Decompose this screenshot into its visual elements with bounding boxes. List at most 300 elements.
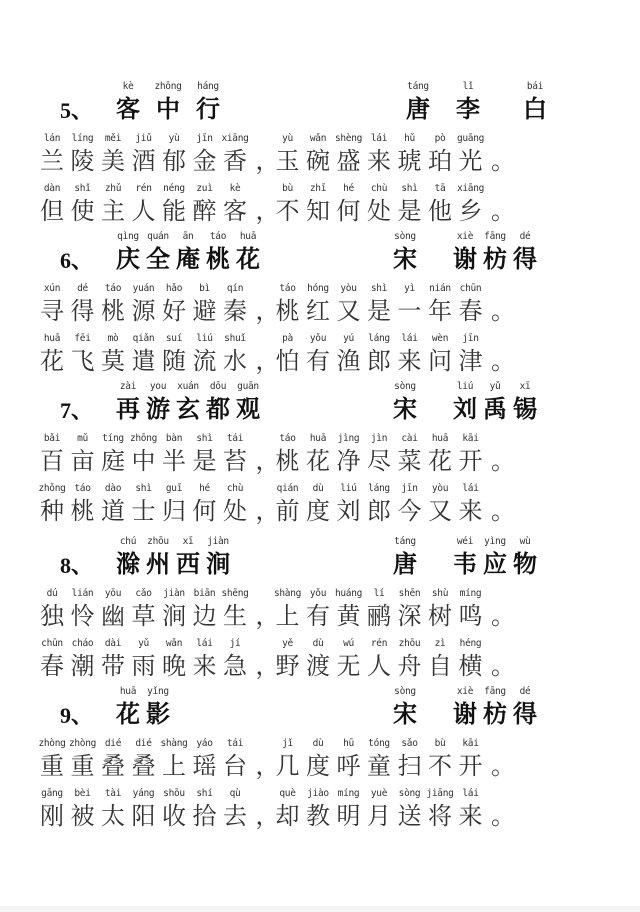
pinyin: zhòng	[68, 738, 97, 749]
hanzi: 深	[397, 602, 422, 630]
punctuation: 。	[491, 497, 515, 525]
hanzi: 尽	[367, 447, 391, 475]
hanzi: 送	[397, 802, 422, 830]
pinyin: jiāng	[426, 788, 454, 799]
pinyin: sòng	[394, 381, 416, 392]
verse-char	[215, 332, 255, 376]
pinyin: bì	[199, 283, 210, 294]
pinyin: bèi	[74, 788, 91, 799]
pinyin: shù	[431, 588, 449, 599]
hanzi: 流	[192, 347, 217, 375]
pinyin: shuǐ	[224, 333, 246, 344]
hanzi: 今	[397, 497, 422, 525]
poem-number: 9、	[60, 703, 94, 728]
pinyin: huā	[309, 433, 327, 444]
pinyin: jiào	[307, 788, 329, 799]
poem-title-row	[0, 685, 640, 735]
hanzi: 处	[223, 497, 247, 525]
pinyin: biān	[193, 588, 216, 599]
pinyin: dé	[519, 686, 531, 697]
punctuation: 。	[491, 652, 515, 680]
pinyin: qù	[229, 788, 241, 799]
punctuation: ，	[255, 197, 280, 225]
hanzi: 枋	[483, 700, 507, 728]
hanzi: 黄	[336, 602, 361, 630]
pinyin: nián	[429, 283, 451, 294]
hanzi: 醉	[192, 197, 217, 225]
hanzi: 童	[367, 752, 391, 780]
hanzi: 教	[306, 802, 330, 830]
verse-line	[0, 282, 640, 332]
verse-line	[0, 132, 640, 182]
author-char	[505, 535, 545, 579]
pinyin: lián	[71, 588, 94, 599]
pinyin: jiǔ	[135, 133, 152, 144]
pinyin: lái	[401, 333, 418, 344]
pinyin: cǎo	[135, 588, 152, 599]
hanzi: 野	[275, 652, 300, 680]
hanzi: 菜	[397, 447, 422, 475]
pinyin: yú	[343, 333, 354, 344]
hanzi: 人	[131, 197, 156, 225]
pinyin: shǐ	[74, 183, 91, 194]
hanzi: 道	[101, 497, 125, 525]
hanzi: 得	[513, 700, 537, 728]
hanzi: 郁	[162, 147, 186, 175]
pinyin: zhòng	[38, 738, 66, 749]
pinyin: yù	[282, 133, 293, 144]
hanzi: 半	[162, 447, 186, 475]
hanzi: 来	[367, 147, 391, 175]
hanzi: 兰	[40, 147, 64, 175]
pinyin: lǐ	[462, 81, 474, 92]
pinyin: zhōu	[398, 638, 421, 649]
pinyin: bàn	[165, 433, 183, 444]
hanzi: 桃	[206, 245, 230, 273]
verse-char	[451, 482, 491, 526]
pinyin: sòng	[394, 231, 416, 242]
hanzi: 春	[40, 652, 64, 680]
hanzi: 怜	[70, 602, 95, 630]
hanzi: 中	[156, 95, 180, 123]
verse-line	[0, 737, 640, 787]
verse-line	[0, 182, 640, 232]
hanzi: 飞	[70, 347, 95, 375]
hanzi: 上	[162, 752, 186, 780]
pinyin: chú	[119, 536, 137, 547]
hanzi: 急	[223, 652, 247, 680]
hanzi: 刘	[336, 497, 361, 525]
hanzi: 幽	[101, 602, 125, 630]
hanzi: 寻	[40, 297, 64, 325]
pinyin: lái	[462, 483, 479, 494]
hanzi: 几	[275, 752, 300, 780]
pinyin: rén	[135, 183, 152, 194]
pinyin: lái	[196, 638, 213, 649]
hanzi: 他	[428, 197, 452, 225]
pinyin: dàn	[43, 183, 61, 194]
verse-line	[0, 787, 640, 837]
hanzi: 亩	[70, 447, 95, 475]
hanzi: 带	[101, 652, 125, 680]
hanzi: 庭	[101, 447, 125, 475]
hanzi: 又	[336, 297, 361, 325]
pinyin: dù	[312, 483, 324, 494]
hanzi: 碗	[306, 147, 330, 175]
hanzi: 是	[397, 197, 422, 225]
pinyin: tái	[226, 738, 244, 749]
pinyin: jǐ	[282, 738, 293, 749]
pinyin: zhǔ	[104, 183, 122, 194]
pinyin: dié	[135, 738, 152, 749]
pinyin: néng	[163, 183, 185, 194]
hanzi: 叠	[131, 752, 156, 780]
pinyin: wǎn	[165, 638, 183, 649]
pinyin: jīn	[196, 133, 213, 144]
hanzi: 百	[40, 447, 64, 475]
hanzi: 观	[236, 395, 260, 423]
pinyin: yuè	[370, 788, 388, 799]
verse-line	[0, 482, 640, 532]
verse-char	[215, 432, 255, 476]
pinyin: dú	[46, 588, 58, 599]
pinyin: xiè	[456, 231, 474, 242]
hanzi: 树	[428, 602, 452, 630]
pinyin: qiǎn	[132, 333, 155, 344]
hanzi: 但	[40, 197, 64, 225]
hanzi: 乡	[458, 197, 483, 225]
verse-char	[451, 432, 491, 476]
hanzi: 美	[101, 147, 125, 175]
pinyin: zhōu	[147, 536, 169, 547]
hanzi: 有	[306, 602, 330, 630]
hanzi: 却	[275, 802, 300, 830]
title-char	[138, 685, 178, 729]
pinyin: qìng	[117, 231, 139, 242]
pinyin: liú	[196, 333, 213, 344]
pinyin: bù	[434, 738, 446, 749]
dynasty	[385, 685, 425, 729]
pinyin: dù	[312, 638, 324, 649]
punctuation: 。	[491, 147, 515, 175]
pinyin: xiāng	[456, 183, 485, 194]
pinyin: wú	[343, 638, 354, 649]
pinyin: táng	[407, 81, 429, 92]
pinyin: tóng	[368, 738, 390, 749]
pinyin: shàng	[160, 738, 188, 749]
hanzi: 谢	[453, 700, 477, 728]
punctuation: ，	[255, 652, 280, 680]
pinyin: bǎi	[43, 433, 61, 444]
hanzi: 开	[458, 752, 483, 780]
pinyin: wǎn	[309, 133, 327, 144]
hanzi: 盛	[336, 147, 361, 175]
author-char	[505, 380, 545, 424]
pinyin: táo	[279, 283, 296, 294]
hanzi: 珀	[428, 147, 452, 175]
verse-line	[0, 332, 640, 382]
pinyin: fēi	[74, 333, 91, 344]
pinyin: yòu	[340, 283, 357, 294]
pinyin: qín	[226, 283, 244, 294]
pinyin: yù	[168, 133, 180, 144]
hanzi: 处	[367, 197, 391, 225]
hanzi: 渡	[306, 652, 330, 680]
punctuation: ，	[255, 752, 280, 780]
pinyin: yìng	[484, 536, 506, 547]
hanzi: 郎	[367, 497, 391, 525]
punctuation: ，	[255, 297, 280, 325]
hanzi: 宋	[393, 700, 417, 728]
punctuation: ，	[255, 347, 280, 375]
hanzi: 庆	[116, 245, 140, 273]
hanzi: 将	[428, 802, 452, 830]
pinyin: wéi	[456, 536, 474, 547]
hanzi: 潮	[70, 652, 95, 680]
poem-title-row	[0, 380, 640, 430]
pinyin: shì	[196, 433, 213, 444]
pinyin: dé	[77, 283, 88, 294]
pinyin: quán	[147, 231, 169, 242]
verse-char	[215, 482, 255, 526]
hanzi: 开	[458, 447, 483, 475]
pinyin: qián	[276, 483, 299, 494]
hanzi: 韦	[453, 550, 477, 578]
hanzi: 陵	[70, 147, 95, 175]
pinyin: líng	[71, 133, 94, 144]
pinyin: huáng	[334, 588, 363, 599]
punctuation: 。	[491, 447, 515, 475]
pinyin: míng	[337, 788, 360, 799]
hanzi: 应	[483, 550, 507, 578]
hanzi: 又	[428, 497, 452, 525]
pinyin: shí	[196, 788, 213, 799]
hanzi: 随	[162, 347, 186, 375]
hanzi: 鸣	[458, 602, 483, 630]
pinyin: bái	[526, 81, 544, 92]
hanzi: 花	[116, 700, 140, 728]
pinyin: chūn	[459, 283, 482, 294]
pinyin: xiāng	[221, 133, 249, 144]
hanzi: 再	[116, 395, 140, 423]
hanzi: 枋	[483, 245, 507, 273]
hanzi: 是	[367, 297, 391, 325]
hanzi: 种	[40, 497, 64, 525]
hanzi: 知	[306, 197, 330, 225]
hanzi: 李	[456, 95, 480, 123]
hanzi: 宋	[393, 245, 417, 273]
pinyin: kāi	[462, 433, 479, 444]
verse-char	[215, 282, 255, 326]
verse-char	[451, 637, 491, 681]
hanzi: 来	[458, 802, 483, 830]
punctuation: 。	[491, 347, 515, 375]
title-char	[198, 535, 238, 579]
hanzi: 台	[223, 752, 247, 780]
hanzi: 扫	[397, 752, 422, 780]
author-char	[505, 685, 545, 729]
verse-line	[0, 587, 640, 637]
pinyin: huā	[43, 333, 61, 344]
pinyin: sòng	[394, 686, 416, 697]
pinyin: pò	[434, 133, 446, 144]
hanzi: 花	[236, 245, 260, 273]
poem-title-row	[0, 535, 640, 585]
hanzi: 客	[223, 197, 247, 225]
pinyin: zhǒng	[38, 483, 66, 494]
dynasty	[398, 80, 438, 124]
pinyin: shì	[401, 183, 418, 194]
pinyin: wù	[519, 536, 531, 547]
pinyin: mò	[107, 333, 119, 344]
dynasty	[385, 535, 425, 579]
hanzi: 边	[192, 602, 217, 630]
pinyin: cài	[401, 433, 418, 444]
pinyin: fāng	[484, 686, 506, 697]
pinyin: hé	[343, 183, 354, 194]
title-char	[228, 380, 268, 424]
hanzi: 桃	[275, 447, 300, 475]
hanzi: 使	[70, 197, 95, 225]
hanzi: 刚	[40, 802, 64, 830]
pinyin: sǎo	[401, 738, 418, 749]
verse-char	[215, 132, 255, 176]
punctuation: ，	[255, 497, 280, 525]
hanzi: 红	[306, 297, 330, 325]
pinyin: yǒu	[309, 588, 327, 599]
hanzi: 郎	[367, 347, 391, 375]
pinyin: mǔ	[77, 433, 88, 444]
pinyin: tā	[434, 183, 446, 194]
pinyin: kè	[122, 81, 134, 92]
pinyin: shì	[370, 283, 388, 294]
pinyin: rén	[370, 638, 388, 649]
pinyin: jí	[229, 638, 241, 649]
hanzi: 宋	[393, 395, 417, 423]
hanzi: 阳	[131, 802, 156, 830]
pinyin: shì	[135, 483, 152, 494]
verse-char	[215, 787, 255, 831]
hanzi: 何	[336, 197, 361, 225]
hanzi: 西	[176, 550, 200, 578]
pinyin: yōu	[104, 588, 122, 599]
poem-number: 8、	[60, 553, 94, 578]
pinyin: míng	[459, 588, 482, 599]
pinyin: dé	[519, 231, 531, 242]
pinyin: you	[149, 381, 167, 392]
page-bottom-edge	[0, 906, 640, 912]
pinyin: zài	[119, 381, 137, 392]
pinyin: hé	[199, 483, 210, 494]
pinyin: shàng	[273, 588, 302, 599]
pinyin: táo	[74, 483, 91, 494]
pinyin: chù	[370, 183, 388, 194]
verse-char	[215, 587, 255, 631]
pinyin: huā	[431, 433, 449, 444]
pinyin: liú	[340, 483, 357, 494]
pinyin: hū	[343, 738, 354, 749]
hanzi: 禹	[483, 395, 507, 423]
hanzi: 琥	[397, 147, 422, 175]
hanzi: 独	[40, 602, 64, 630]
pinyin: wèn	[431, 333, 449, 344]
pinyin: xī	[182, 536, 194, 547]
hanzi: 津	[458, 347, 483, 375]
hanzi: 来	[397, 347, 422, 375]
pinyin: kāi	[462, 738, 479, 749]
pinyin: lí	[373, 588, 385, 599]
hanzi: 去	[223, 802, 247, 830]
hanzi: 怕	[275, 347, 300, 375]
hanzi: 得	[70, 297, 95, 325]
hanzi: 全	[146, 245, 170, 273]
hanzi: 唐	[406, 95, 430, 123]
hanzi: 横	[458, 652, 483, 680]
pinyin: pà	[282, 333, 293, 344]
hanzi: 金	[192, 147, 217, 175]
pinyin: lán	[43, 133, 61, 144]
hanzi: 滁	[116, 550, 140, 578]
title-char	[108, 80, 148, 124]
hanzi: 自	[428, 652, 452, 680]
hanzi: 明	[336, 802, 361, 830]
pinyin: liú	[456, 381, 474, 392]
hanzi: 酒	[131, 147, 156, 175]
hanzi: 不	[275, 197, 300, 225]
pinyin: jìng	[337, 433, 360, 444]
punctuation: 。	[491, 197, 515, 225]
pinyin: zhōng	[129, 433, 158, 444]
author-char	[448, 80, 488, 124]
pinyin: hǔ	[404, 133, 415, 144]
hanzi: 度	[306, 752, 330, 780]
pinyin: zhōng	[154, 81, 182, 92]
poem-number: 7、	[60, 398, 94, 423]
punctuation: 。	[491, 752, 515, 780]
hanzi: 晚	[162, 652, 186, 680]
pinyin: shōu	[163, 788, 185, 799]
hanzi: 归	[162, 497, 186, 525]
hanzi: 主	[101, 197, 125, 225]
pinyin: jīn	[462, 333, 479, 344]
hanzi: 物	[513, 550, 537, 578]
poem-title-row	[0, 230, 640, 280]
hanzi: 收	[162, 802, 186, 830]
hanzi: 舟	[397, 652, 422, 680]
hanzi: 源	[131, 297, 156, 325]
pinyin: dōu	[209, 381, 227, 392]
verse-char	[451, 182, 491, 226]
pinyin: jìn	[370, 433, 388, 444]
pinyin: láng	[368, 333, 390, 344]
hanzi: 州	[146, 550, 170, 578]
hanzi: 游	[146, 395, 170, 423]
pinyin: lái	[370, 133, 388, 144]
poem-number: 6、	[60, 248, 94, 273]
hanzi: 光	[458, 147, 483, 175]
hanzi: 前	[275, 497, 300, 525]
pinyin: fāng	[484, 231, 506, 242]
pinyin: jiàn	[163, 588, 185, 599]
pinyin: cháo	[71, 638, 94, 649]
pinyin: lái	[462, 788, 479, 799]
hanzi: 瑶	[192, 752, 217, 780]
pinyin: dài	[104, 638, 122, 649]
hanzi: 避	[192, 297, 217, 325]
pinyin: suí	[165, 333, 183, 344]
hanzi: 何	[192, 497, 217, 525]
hanzi: 得	[513, 245, 537, 273]
